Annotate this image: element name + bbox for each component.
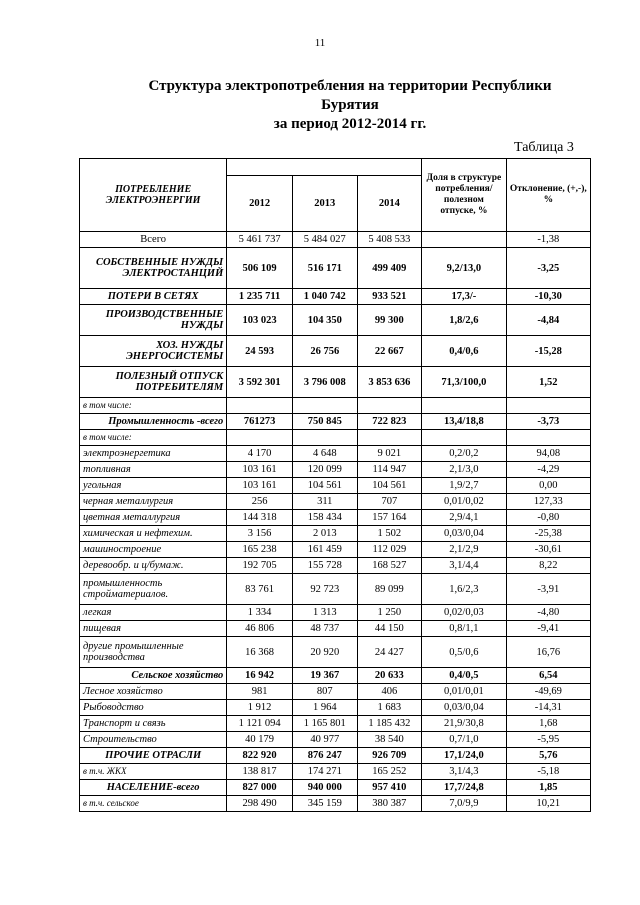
table-row xyxy=(80,605,591,621)
cell-share: 3,1/4,3 xyxy=(422,764,507,780)
cell-2012: 3 156 xyxy=(227,526,293,542)
cell-2013: 155 728 xyxy=(292,558,357,574)
cell-deviation: -5,95 xyxy=(506,732,590,748)
cell-share: 2,1/2,9 xyxy=(422,542,507,558)
cell-2012: 144 318 xyxy=(227,510,293,526)
cell-deviation: -14,31 xyxy=(506,700,590,716)
header-2012: 2012 xyxy=(227,176,293,232)
cell-share: 0,03/0,04 xyxy=(422,700,507,716)
document-title xyxy=(110,77,590,134)
row-label: Всего xyxy=(80,232,227,248)
row-label: другие промышленные производства xyxy=(80,637,227,668)
table-row xyxy=(80,716,591,732)
cell-2014: 1 683 xyxy=(357,700,422,716)
cell-2012: 165 238 xyxy=(227,542,293,558)
table-row xyxy=(80,574,591,605)
cell-share: 0,01/0,02 xyxy=(422,494,507,510)
table-row xyxy=(80,684,591,700)
cell-deviation: 0,00 xyxy=(506,478,590,494)
table-row xyxy=(80,764,591,780)
cell-2014: 44 150 xyxy=(357,621,422,637)
row-label: НАСЕЛЕНИЕ-всего xyxy=(80,780,227,796)
cell-share: 0,01/0,01 xyxy=(422,684,507,700)
cell-2012: 4 170 xyxy=(227,446,293,462)
cell-2014: 38 540 xyxy=(357,732,422,748)
cell-share: 7,0/9,9 xyxy=(422,796,507,812)
cell-2014: 380 387 xyxy=(357,796,422,812)
row-label: Промышленность -всего xyxy=(80,414,227,430)
row-label: Транспорт и связь xyxy=(80,716,227,732)
cell-deviation: -1,38 xyxy=(506,232,590,248)
table-row xyxy=(80,336,591,367)
cell-2014: 926 709 xyxy=(357,748,422,764)
cell-share: 1,8/2,6 xyxy=(422,305,507,336)
cell-2014: 1 502 xyxy=(357,526,422,542)
cell-2013: 876 247 xyxy=(292,748,357,764)
cell-2013: 104 561 xyxy=(292,478,357,494)
cell-share: 2,1/3,0 xyxy=(422,462,507,478)
cell-2014: 722 823 xyxy=(357,414,422,430)
cell-2013: 4 648 xyxy=(292,446,357,462)
cell-deviation: -5,18 xyxy=(506,764,590,780)
cell-2012: 5 461 737 xyxy=(227,232,293,248)
row-label: топливная xyxy=(80,462,227,478)
table-row xyxy=(80,414,591,430)
cell-2012: 298 490 xyxy=(227,796,293,812)
cell-2014: 157 164 xyxy=(357,510,422,526)
cell-2012: 827 000 xyxy=(227,780,293,796)
cell-2012: 1 334 xyxy=(227,605,293,621)
cell-2012: 822 920 xyxy=(227,748,293,764)
table-label: Таблица 3 xyxy=(514,140,574,155)
table-row xyxy=(80,558,591,574)
cell-deviation: 1,85 xyxy=(506,780,590,796)
cell-deviation: -4,84 xyxy=(506,305,590,336)
cell-2013: 311 xyxy=(292,494,357,510)
table-row xyxy=(80,637,591,668)
cell-2014: 9 021 xyxy=(357,446,422,462)
table-row xyxy=(80,232,591,248)
row-label: электроэнергетика xyxy=(80,446,227,462)
cell-2014: 20 633 xyxy=(357,668,422,684)
cell-share: 0,2/0,2 xyxy=(422,446,507,462)
table-row xyxy=(80,748,591,764)
cell-share: 0,5/0,6 xyxy=(422,637,507,668)
table-row xyxy=(80,462,591,478)
table-header-row xyxy=(80,159,591,176)
cell-2014: 406 xyxy=(357,684,422,700)
table-row xyxy=(80,494,591,510)
cell-2012: 103 161 xyxy=(227,478,293,494)
cell-share: 17,3/- xyxy=(422,289,507,305)
cell-2014: 22 667 xyxy=(357,336,422,367)
cell-deviation: -25,38 xyxy=(506,526,590,542)
cell-deviation: 94,08 xyxy=(506,446,590,462)
cell-share: 17,1/24,0 xyxy=(422,748,507,764)
cell-share: 0,4/0,6 xyxy=(422,336,507,367)
cell-2013: 48 737 xyxy=(292,621,357,637)
cell-2013 xyxy=(292,430,357,446)
header-2013: 2013 xyxy=(292,176,357,232)
row-label: пищевая xyxy=(80,621,227,637)
cell-2014 xyxy=(357,398,422,414)
cell-deviation: 10,21 xyxy=(506,796,590,812)
cell-2014: 165 252 xyxy=(357,764,422,780)
table-row xyxy=(80,248,591,289)
table-row xyxy=(80,367,591,398)
cell-2012: 761273 xyxy=(227,414,293,430)
cell-2014: 933 521 xyxy=(357,289,422,305)
cell-2012 xyxy=(227,430,293,446)
cell-deviation: 5,76 xyxy=(506,748,590,764)
title-line: за период 2012-2014 гг. xyxy=(273,116,427,132)
cell-2012: 1 121 094 xyxy=(227,716,293,732)
cell-share: 0,02/0,03 xyxy=(422,605,507,621)
cell-deviation: 1,68 xyxy=(506,716,590,732)
cell-share: 71,3/100,0 xyxy=(422,367,507,398)
header-2014: 2014 xyxy=(357,176,422,232)
row-label: угольная xyxy=(80,478,227,494)
row-label: в том числе: xyxy=(80,430,227,446)
cell-deviation: -9,41 xyxy=(506,621,590,637)
cell-2014: 957 410 xyxy=(357,780,422,796)
cell-2013: 120 099 xyxy=(292,462,357,478)
table-row xyxy=(80,510,591,526)
row-label: Строительство xyxy=(80,732,227,748)
cell-2012: 506 109 xyxy=(227,248,293,289)
row-label: ПРОИЗВОДСТВЕННЫЕ НУЖДЫ xyxy=(80,305,227,336)
cell-2014: 99 300 xyxy=(357,305,422,336)
cell-share: 9,2/13,0 xyxy=(422,248,507,289)
row-label: деревообр. и ц/бумаж. xyxy=(80,558,227,574)
page-number: 11 xyxy=(314,37,326,49)
cell-2012: 1 235 711 xyxy=(227,289,293,305)
table-row xyxy=(80,700,591,716)
table-row xyxy=(80,796,591,812)
cell-2012: 256 xyxy=(227,494,293,510)
cell-share: 2,9/4,1 xyxy=(422,510,507,526)
cell-2013: 26 756 xyxy=(292,336,357,367)
cell-2012: 103 023 xyxy=(227,305,293,336)
table-row xyxy=(80,430,591,446)
row-label: СОБСТВЕННЫЕ НУЖДЫ ЭЛЕКТРОСТАНЦИЙ xyxy=(80,248,227,289)
cell-2013: 92 723 xyxy=(292,574,357,605)
row-label: промышленность стройматериалов. xyxy=(80,574,227,605)
cell-share: 0,8/1,1 xyxy=(422,621,507,637)
consumption-table xyxy=(79,158,591,812)
row-label: легкая xyxy=(80,605,227,621)
cell-share xyxy=(422,398,507,414)
row-label: в т.ч. сельское xyxy=(80,796,227,812)
cell-2013: 104 350 xyxy=(292,305,357,336)
header-years-group xyxy=(227,159,422,176)
cell-2013: 1 040 742 xyxy=(292,289,357,305)
cell-2012: 16 942 xyxy=(227,668,293,684)
cell-deviation: 6,54 xyxy=(506,668,590,684)
table-row xyxy=(80,668,591,684)
cell-2012: 192 705 xyxy=(227,558,293,574)
cell-2012: 981 xyxy=(227,684,293,700)
cell-deviation: 127,33 xyxy=(506,494,590,510)
row-label: в т.ч. ЖКХ xyxy=(80,764,227,780)
cell-2014: 707 xyxy=(357,494,422,510)
row-label: цветная металлургия xyxy=(80,510,227,526)
cell-2014: 1 250 xyxy=(357,605,422,621)
cell-2012: 3 592 301 xyxy=(227,367,293,398)
cell-deviation xyxy=(506,430,590,446)
cell-deviation xyxy=(506,398,590,414)
cell-2014: 114 947 xyxy=(357,462,422,478)
cell-2013: 19 367 xyxy=(292,668,357,684)
cell-deviation: -15,28 xyxy=(506,336,590,367)
row-label: в том числе: xyxy=(80,398,227,414)
table-row xyxy=(80,621,591,637)
table-row xyxy=(80,780,591,796)
cell-2012: 138 817 xyxy=(227,764,293,780)
table-row xyxy=(80,305,591,336)
cell-share: 1,9/2,7 xyxy=(422,478,507,494)
cell-2013: 174 271 xyxy=(292,764,357,780)
cell-share: 21,9/30,8 xyxy=(422,716,507,732)
cell-2013: 3 796 008 xyxy=(292,367,357,398)
cell-2014: 168 527 xyxy=(357,558,422,574)
cell-2013: 161 459 xyxy=(292,542,357,558)
cell-share: 0,03/0,04 xyxy=(422,526,507,542)
cell-deviation: 1,52 xyxy=(506,367,590,398)
cell-deviation: -3,25 xyxy=(506,248,590,289)
cell-2013: 516 171 xyxy=(292,248,357,289)
cell-2013: 158 434 xyxy=(292,510,357,526)
cell-2014 xyxy=(357,430,422,446)
cell-2014: 104 561 xyxy=(357,478,422,494)
cell-deviation: -30,61 xyxy=(506,542,590,558)
header-deviation: Отклонение, (+,-), % xyxy=(506,159,590,232)
cell-share: 17,7/24,8 xyxy=(422,780,507,796)
cell-2014: 24 427 xyxy=(357,637,422,668)
cell-2012: 103 161 xyxy=(227,462,293,478)
table-row xyxy=(80,446,591,462)
row-label: Сельское хозяйство xyxy=(80,668,227,684)
cell-2012: 16 368 xyxy=(227,637,293,668)
cell-deviation: -3,91 xyxy=(506,574,590,605)
row-label: черная металлургия xyxy=(80,494,227,510)
cell-2012: 1 912 xyxy=(227,700,293,716)
cell-2013: 20 920 xyxy=(292,637,357,668)
cell-2012: 40 179 xyxy=(227,732,293,748)
cell-2013: 1 165 801 xyxy=(292,716,357,732)
cell-2012 xyxy=(227,398,293,414)
cell-2013: 940 000 xyxy=(292,780,357,796)
table-row xyxy=(80,289,591,305)
cell-2013: 5 484 027 xyxy=(292,232,357,248)
cell-2013: 1 964 xyxy=(292,700,357,716)
table-row xyxy=(80,542,591,558)
header-share: Доля в структуре потребления/ полезном отпуске, % xyxy=(422,159,507,232)
row-label: Лесное хозяйство xyxy=(80,684,227,700)
cell-2013: 345 159 xyxy=(292,796,357,812)
row-label: химическая и нефтехим. xyxy=(80,526,227,542)
cell-2013: 2 013 xyxy=(292,526,357,542)
table-row xyxy=(80,478,591,494)
cell-deviation: 16,76 xyxy=(506,637,590,668)
title-line: Бурятия xyxy=(321,97,379,113)
cell-share: 0,7/1,0 xyxy=(422,732,507,748)
cell-share: 13,4/18,8 xyxy=(422,414,507,430)
cell-2013 xyxy=(292,398,357,414)
cell-deviation: -4,80 xyxy=(506,605,590,621)
cell-share: 1,6/2,3 xyxy=(422,574,507,605)
cell-deviation: -10,30 xyxy=(506,289,590,305)
row-label: ПОТЕРИ В СЕТЯХ xyxy=(80,289,227,305)
cell-2012: 24 593 xyxy=(227,336,293,367)
cell-deviation: -49,69 xyxy=(506,684,590,700)
cell-2013: 40 977 xyxy=(292,732,357,748)
cell-deviation: -3,73 xyxy=(506,414,590,430)
cell-2013: 807 xyxy=(292,684,357,700)
row-label: ХОЗ. НУЖДЫ ЭНЕРГОСИСТЕМЫ xyxy=(80,336,227,367)
row-label: ПРОЧИЕ ОТРАСЛИ xyxy=(80,748,227,764)
cell-2013: 750 845 xyxy=(292,414,357,430)
cell-share: 0,4/0,5 xyxy=(422,668,507,684)
cell-2014: 3 853 636 xyxy=(357,367,422,398)
cell-2014: 499 409 xyxy=(357,248,422,289)
cell-2012: 83 761 xyxy=(227,574,293,605)
row-label: машиностроение xyxy=(80,542,227,558)
cell-share xyxy=(422,232,507,248)
cell-2014: 89 099 xyxy=(357,574,422,605)
cell-share: 3,1/4,4 xyxy=(422,558,507,574)
table-row xyxy=(80,526,591,542)
table-row xyxy=(80,398,591,414)
cell-2014: 1 185 432 xyxy=(357,716,422,732)
cell-2014: 112 029 xyxy=(357,542,422,558)
cell-deviation: -4,29 xyxy=(506,462,590,478)
cell-deviation: -0,80 xyxy=(506,510,590,526)
row-label: Рыбоводство xyxy=(80,700,227,716)
cell-deviation: 8,22 xyxy=(506,558,590,574)
cell-share xyxy=(422,430,507,446)
cell-2013: 1 313 xyxy=(292,605,357,621)
table-row xyxy=(80,732,591,748)
header-consumption: ПОТРЕБЛЕНИЕ ЭЛЕКТРОЭНЕРГИИ xyxy=(80,159,227,232)
title-line: Структура электропотребления на территории Республики xyxy=(148,78,552,94)
cell-2012: 46 806 xyxy=(227,621,293,637)
row-label: ПОЛЕЗНЫЙ ОТПУСК ПОТРЕБИТЕЛЯМ xyxy=(80,367,227,398)
cell-2014: 5 408 533 xyxy=(357,232,422,248)
